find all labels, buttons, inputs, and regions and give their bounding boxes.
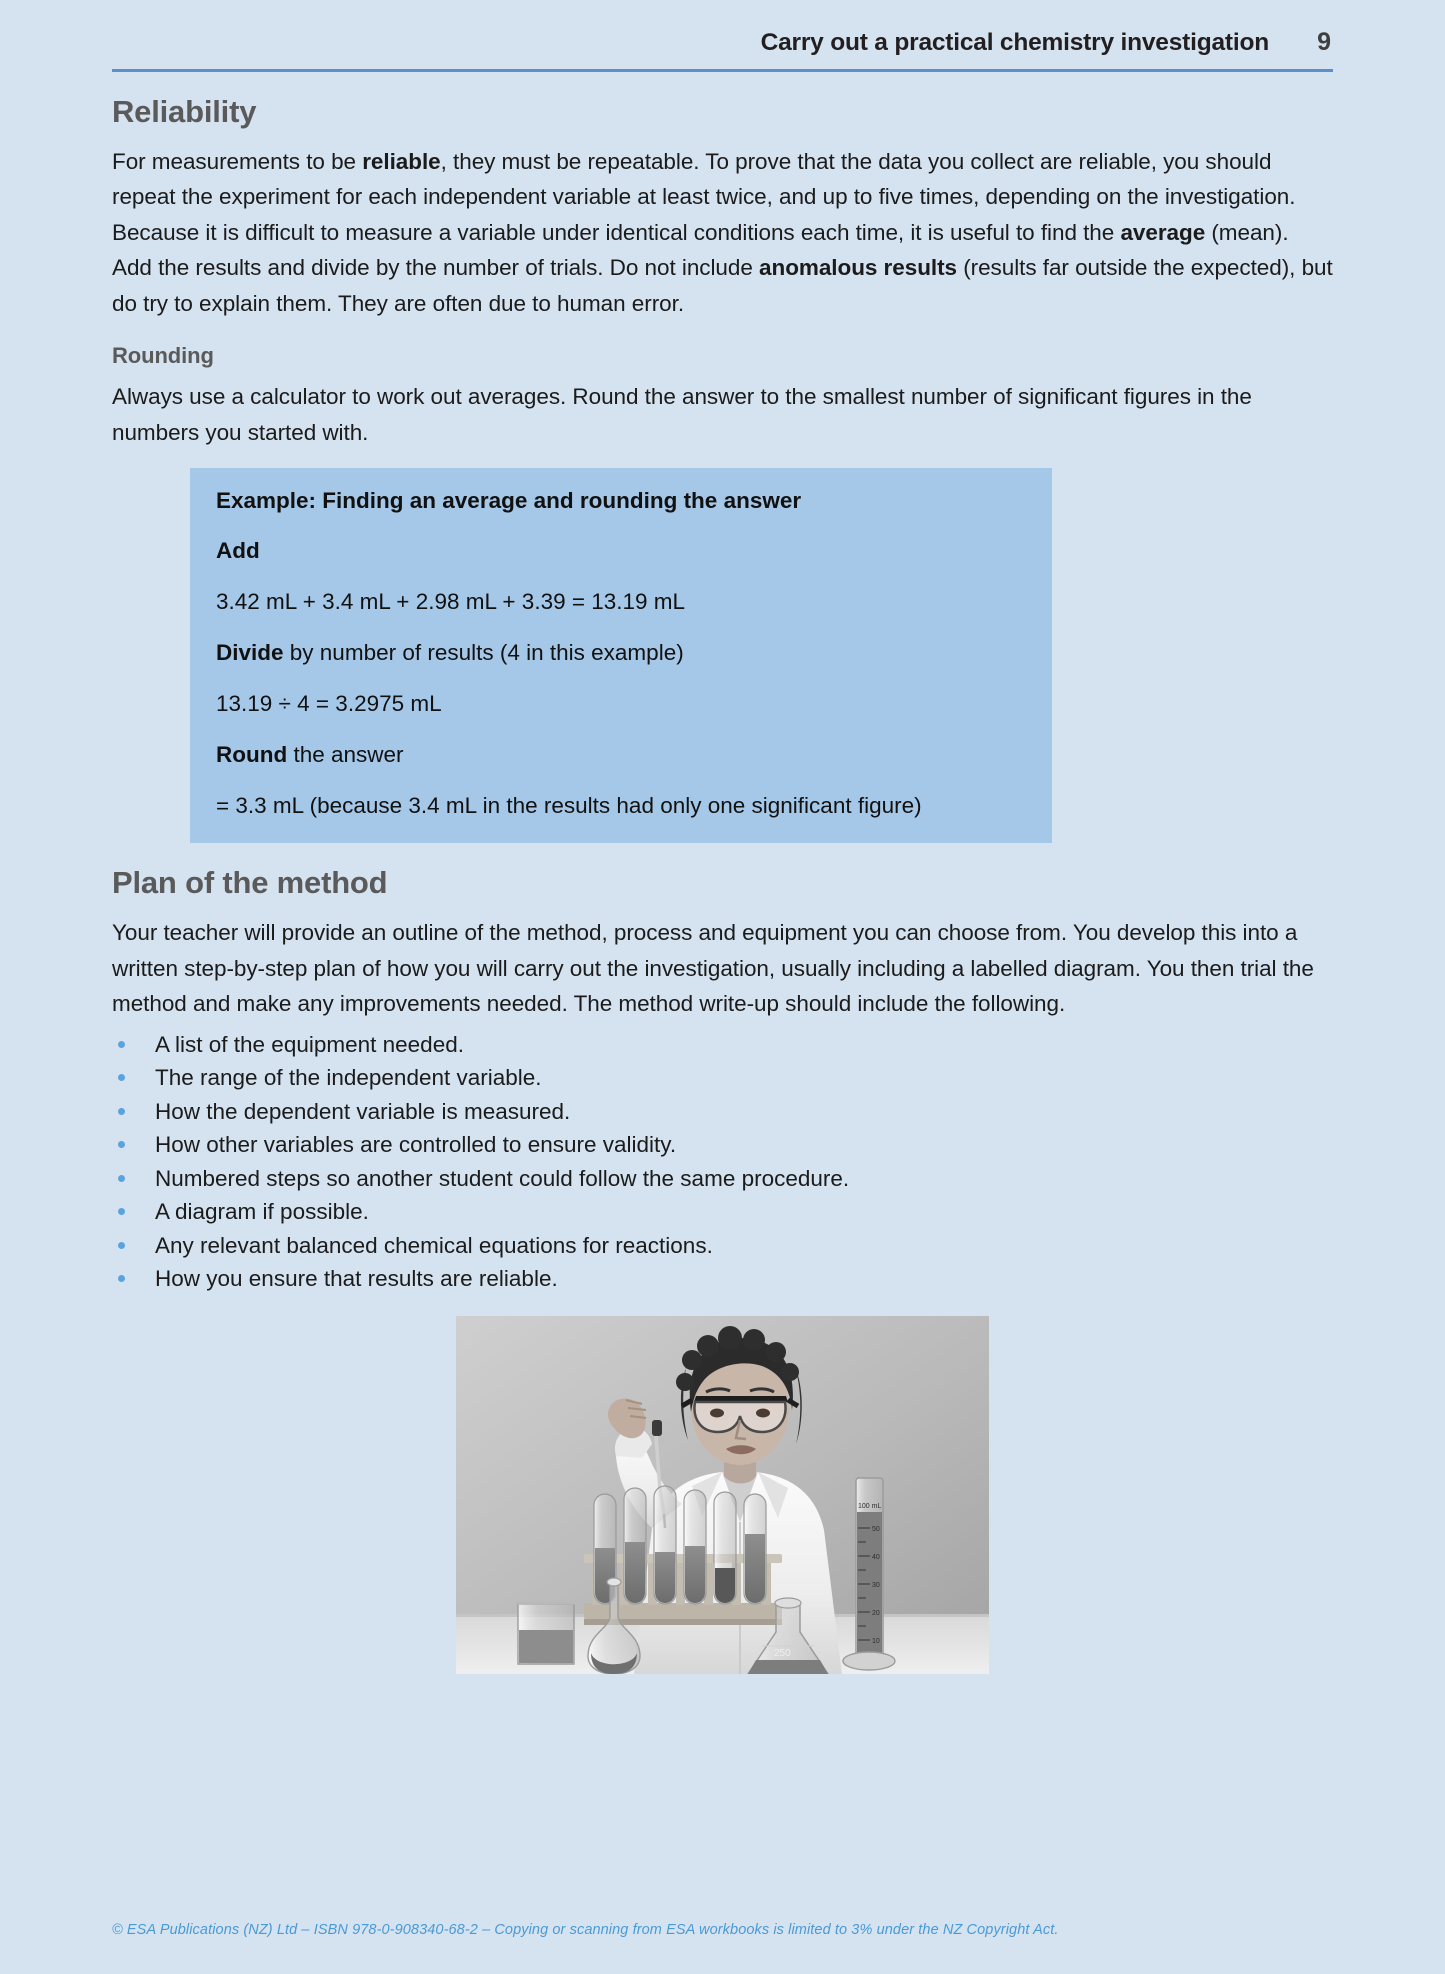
svg-text:250: 250	[774, 1647, 791, 1659]
bullet-dot-icon	[118, 1275, 125, 1282]
copyright-footer: © ESA Publications (NZ) Ltd – ISBN 978-0-908340-68-2 – Copying or scanning from ESA workbooks is limited to 3% under the NZ Copyright Act.	[112, 1922, 1059, 1938]
list-item	[112, 1061, 1333, 1095]
text-run: (results far outside the expected), but do try to explain them. They are often due to human error.	[112, 255, 1333, 316]
list-item-label: How other variables are controlled to ensure validity.	[155, 1132, 677, 1157]
header-title: Carry out a practical chemistry investigation	[760, 29, 1269, 56]
paragraph-plan: Your teacher will provide an outline of the method, process and equipment you can choose from. You develop this into a written step-by-step plan of how you will carry out the investigation, usually including a labelled diagram. You then trial the method and make any improvements needed. The method write-up should include the following.	[112, 920, 1314, 1016]
example-box	[190, 468, 1052, 843]
paragraph-rounding: Always use a calculator to work out averages. Round the answer to the smallest number of significant figures in the numbers you started with.	[112, 384, 1252, 445]
photo-container	[112, 1316, 1333, 1674]
bullet-dot-icon	[118, 1242, 125, 1249]
svg-text:50: 50	[872, 1525, 880, 1533]
plan-requirements-list	[112, 1028, 1333, 1296]
section-heading-plan-of-the-method: Plan of the method	[112, 865, 388, 900]
sub-heading-rounding: Rounding	[112, 343, 214, 368]
bullet-dot-icon	[118, 1208, 125, 1215]
example-step-add-label	[216, 536, 1026, 566]
text-run: (mean). Add the results and divide by the number of trials. Do not include	[112, 219, 1289, 280]
list-item	[112, 1162, 1333, 1196]
paragraph-reliability	[112, 144, 1333, 322]
page-number: 9	[1317, 28, 1331, 56]
text-run: by number of results (4 in this example)	[283, 640, 684, 665]
bullet-dot-icon	[118, 1108, 125, 1115]
example-step-divide-label	[216, 638, 1026, 668]
list-item	[112, 1195, 1333, 1229]
header-divider	[112, 69, 1333, 72]
list-item-label: A diagram if possible.	[155, 1199, 369, 1224]
label-add: Add	[216, 538, 260, 563]
list-item-label: Any relevant balanced chemical equations for reactions.	[155, 1232, 713, 1258]
list-item-label: The range of the independent variable.	[155, 1065, 542, 1090]
example-equation-add: 3.42 mL + 3.4 mL + 2.98 mL + 3.39 = 13.19 mL	[216, 589, 686, 614]
svg-text:20: 20	[872, 1609, 880, 1617]
list-item-label: A list of the equipment needed.	[155, 1031, 464, 1057]
svg-text:30: 30	[872, 1581, 880, 1589]
svg-text:40: 40	[872, 1553, 880, 1561]
svg-text:100 mL: 100 mL	[858, 1502, 882, 1510]
bullet-dot-icon	[118, 1074, 125, 1081]
example-equation-divide: 13.19 ÷ 4 = 3.2975 mL	[216, 691, 442, 716]
list-item	[112, 1128, 1333, 1162]
list-item	[112, 1095, 1333, 1129]
section-heading-reliability: Reliability	[112, 93, 257, 129]
lab-scientist-photo	[456, 1316, 989, 1674]
list-item	[112, 1229, 1333, 1263]
text-run: , they must be repeatable. To prove that the data you collect are reliable, you should repeat the experiment for each independent variable at least twice, and up to five times, depending on the investigation. Because it is difficult to measure a variable under identical conditions each time, it is useful to find the	[112, 148, 1296, 245]
list-item	[112, 1028, 1333, 1062]
text-run: the answer	[287, 742, 404, 767]
text-run: For measurements to be	[112, 148, 363, 174]
label-divide: Divide	[216, 640, 284, 665]
example-result-round: = 3.3 mL (because 3.4 mL in the results had only one significant figure)	[216, 793, 922, 818]
example-box-title: Example: Finding an average and rounding the answer	[216, 488, 802, 513]
list-item-label: How you ensure that results are reliable.	[155, 1266, 558, 1291]
svg-text:10: 10	[872, 1637, 880, 1645]
bullet-dot-icon	[118, 1041, 125, 1048]
emphasis-anomalous-results: anomalous results	[759, 255, 957, 280]
emphasis-average: average	[1120, 219, 1206, 245]
running-header	[112, 0, 1333, 57]
list-item-label: Numbered steps so another student could follow the same procedure.	[155, 1165, 850, 1191]
example-step-round-label	[216, 740, 1026, 770]
list-item-label: How the dependent variable is measured.	[155, 1098, 571, 1124]
bullet-dot-icon	[118, 1175, 125, 1182]
bullet-dot-icon	[118, 1141, 125, 1148]
emphasis-reliable: reliable	[362, 148, 441, 174]
label-round: Round	[216, 742, 288, 767]
list-item	[112, 1262, 1333, 1296]
